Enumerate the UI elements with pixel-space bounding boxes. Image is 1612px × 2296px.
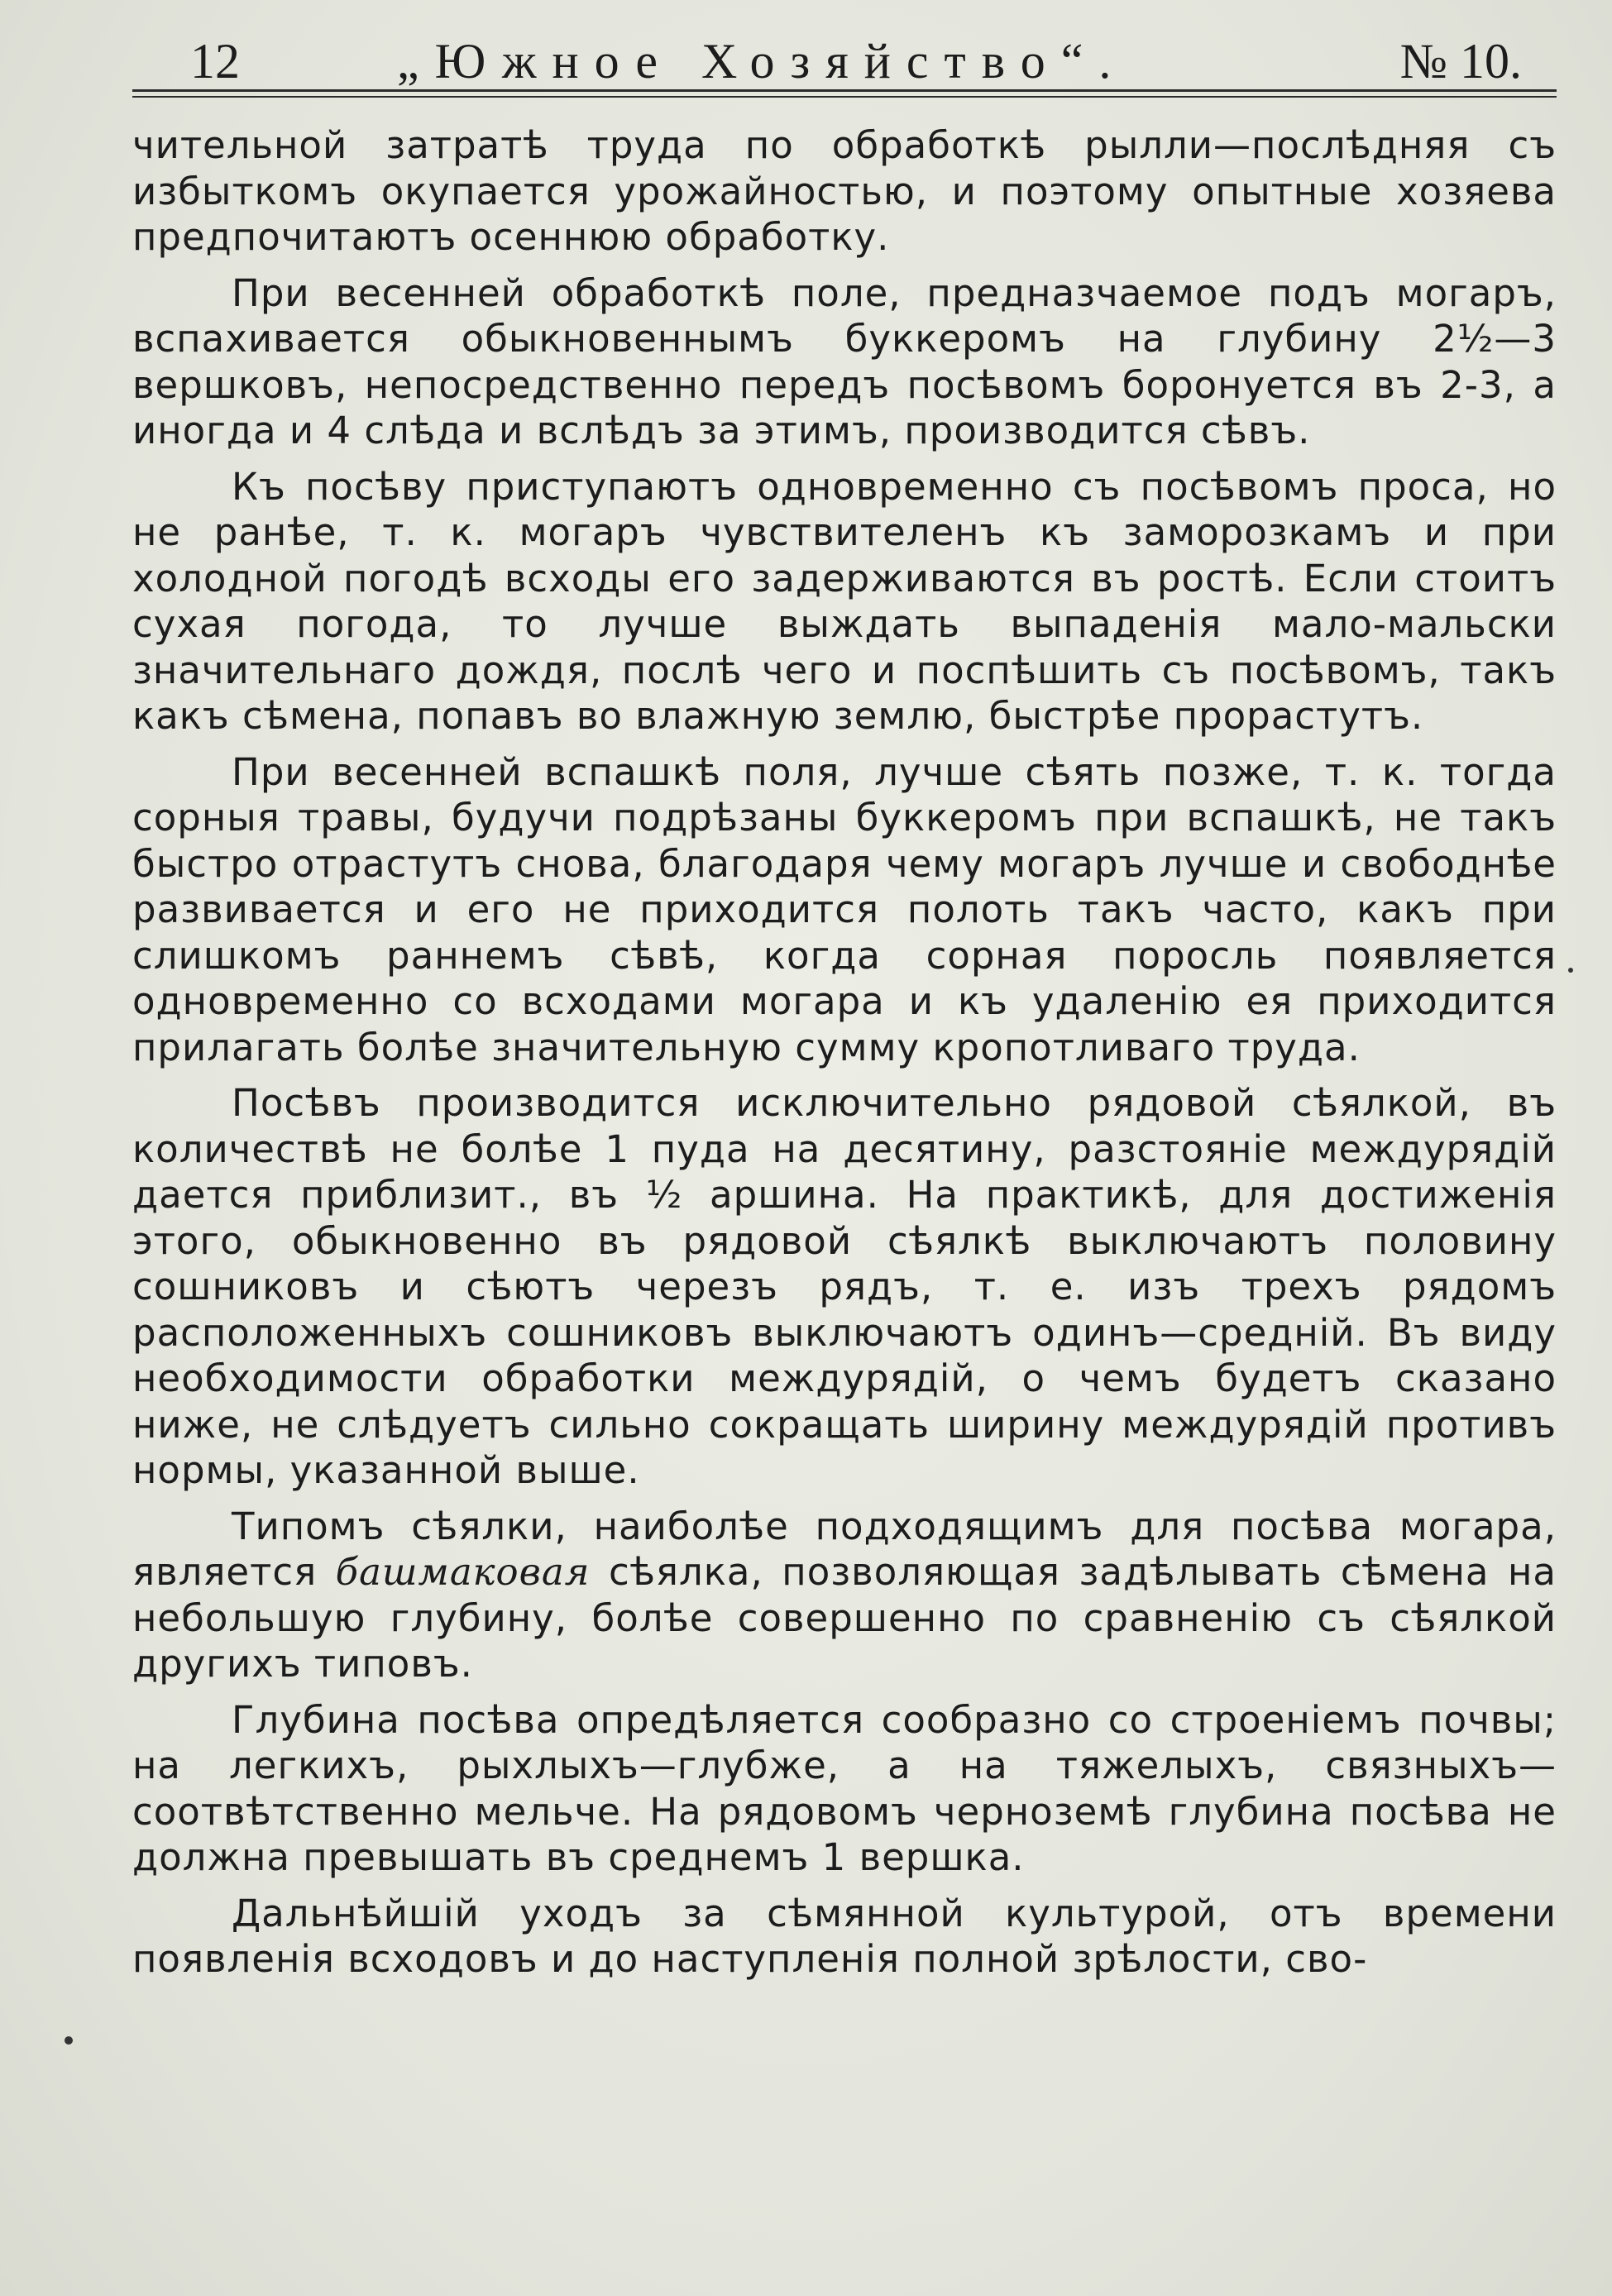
running-header <box>132 31 1522 91</box>
paragraph-spring-tillage: При весенней обработкѣ поле, предназчаемое подъ могаръ, вспахивается обыкновеннымъ буккеромъ на глубину 2½—3 вершковъ, непосредственно передъ посѣвомъ боронуется въ 2-3, а иногда и 4 слѣда и вслѣдъ за этимъ, производится сѣвъ. <box>132 270 1557 452</box>
header-rule-thick <box>132 89 1557 92</box>
article-body <box>132 122 1557 1992</box>
paragraph-further-care: Дальнѣйшій уходъ за сѣмянной культурой, отъ времени появленія всходовъ и до наступленія полной зрѣлости, сво- <box>132 1891 1557 1981</box>
seeder-type-text-before: Типомъ сѣялки, наиболѣе подходящимъ для посѣва могара, является <box>132 1504 1557 1594</box>
paragraph-sowing-depth: Глубина посѣва опредѣляется сообразно со строеніемъ почвы; на легкихъ, рыхлыхъ—глубже, а на тяжелыхъ, связныхъ—соотвѣтственно мельче. На рядовомъ черноземѣ глубина посѣва не должна превышать въ среднемъ 1 вершка. <box>132 1697 1557 1879</box>
paragraph-row-seeder: Посѣвъ производится исключительно рядовой сѣялкой, въ количествѣ не болѣе 1 пуда на десятину, разстояніе междурядій дается приблизит., въ ½ аршина. На практикѣ, для достиженія этого, обыкновенно въ рядовой сѣялкѣ выключаютъ половину сошниковъ и сѣютъ черезъ рядъ, т. е. изъ трехъ рядомъ расположенныхъ сошниковъ выключаютъ одинъ—средній. Въ виду необходимости обработки междурядій, о чемъ будетъ сказано ниже, не слѣдуетъ сильно сокращать ширину междурядій противъ нормы, указанной выше. <box>132 1081 1557 1492</box>
header-rule-thin <box>132 96 1557 98</box>
journal-title: „Южное Хозяйство“. <box>397 34 1127 88</box>
paragraph-continued: чительной затратѣ труда по обработкѣ рылли—послѣдняя съ избыткомъ окупается урожайностью, и поэтому опытные хозяева предпочитаютъ осеннюю обработку. <box>132 123 1557 259</box>
seeder-type-text-after: сѣялка, позволяющая задѣлывать сѣмена на небольшую глубину, болѣе совершенно по сравненію съ сѣялкой другихъ типовъ. <box>132 1550 1557 1686</box>
print-speck <box>1568 968 1573 973</box>
issue-number: № 10. <box>1399 34 1522 88</box>
print-speck <box>65 2036 73 2045</box>
paragraph-seeder-type <box>132 1504 1557 1687</box>
page-number: 12 <box>190 34 240 88</box>
paragraph-late-sowing: При весенней вспашкѣ поля, лучше сѣять позже, т. к. тогда сорныя травы, будучи подрѣзаны буккеромъ при вспашкѣ, не такъ быстро отрастутъ снова, благодаря чему могаръ лучше и свободнѣе развивается и его не приходится полоть такъ часто, какъ при слишкомъ раннемъ сѣвѣ, когда сорная поросль появляется одновременно со всходами могара и къ удаленію ея приходится прилагать болѣе значительную сумму кропотливаго труда. <box>132 749 1557 1069</box>
paragraph-sowing-time: Къ посѣву приступаютъ одновременно съ посѣвомъ проса, но не ранѣе, т. к. могаръ чувствителенъ къ заморозкамъ и при холодной погодѣ всходы его задерживаются въ ростѣ. Если стоитъ сухая погода, то лучше выждать выпаденія мало-мальски значительнаго дождя, послѣ чего и поспѣшить съ посѣвомъ, такъ какъ сѣмена, попавъ во влажную землю, быстрѣе прорастутъ. <box>132 464 1557 738</box>
seeder-type-italic: башмаковая <box>335 1550 591 1594</box>
